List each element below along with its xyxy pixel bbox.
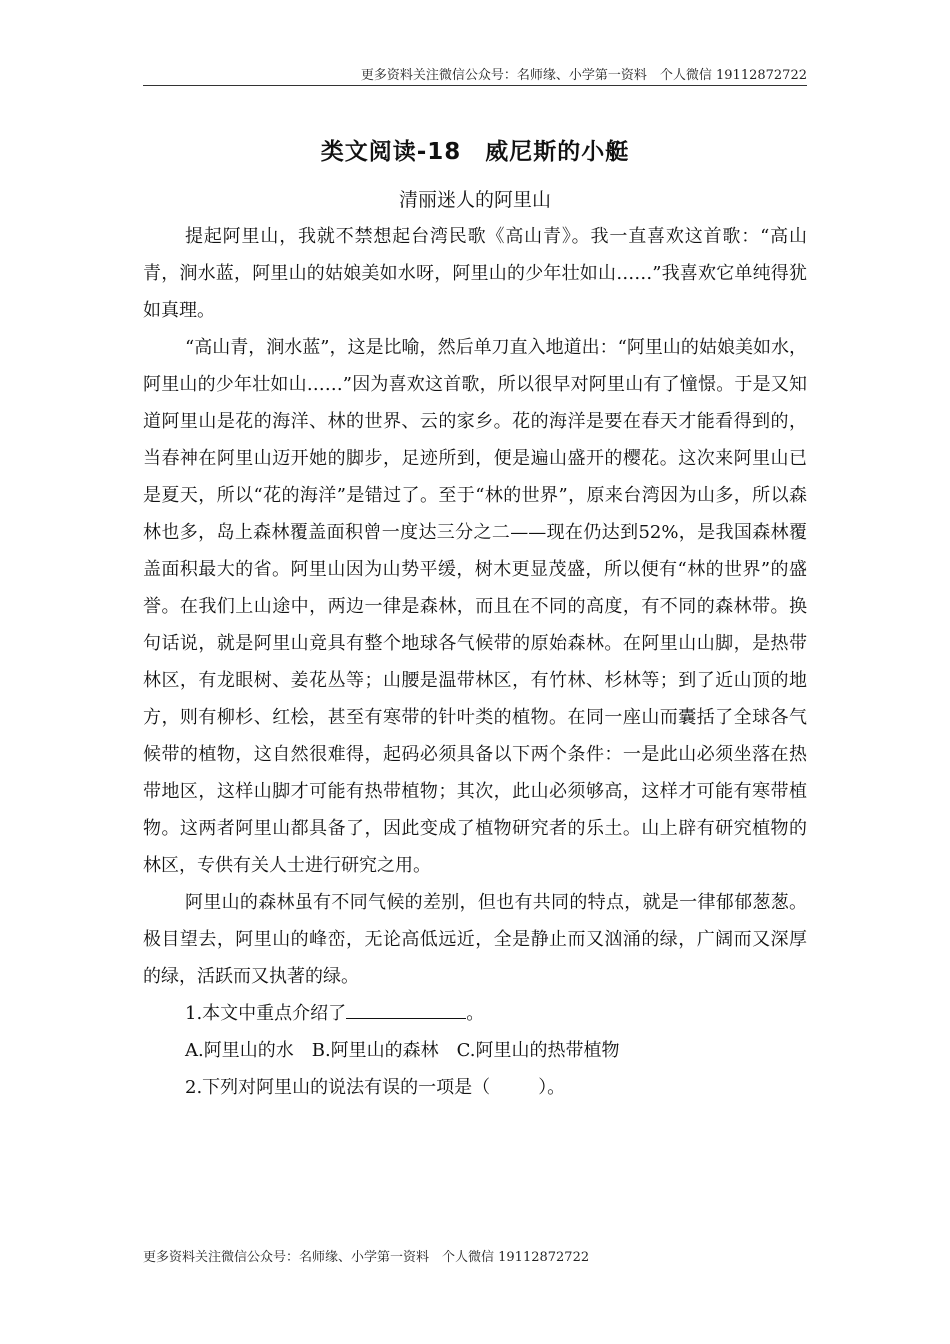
question-2-end: ）。 bbox=[538, 1077, 566, 1098]
question-2-text: 2.下列对阿里山的说法有误的一项是（ bbox=[185, 1077, 491, 1098]
question-1 bbox=[143, 995, 807, 1032]
question-1-end: 。 bbox=[466, 1003, 485, 1024]
paragraph-2: “高山青，涧水蓝”，这是比喻，然后单刀直入地道出：“阿里山的姑娘美如水，阿里山的少年壮如山……”因为喜欢这首歌，所以很早对阿里山有了憧憬。于是又知道阿里山是花的海洋、林的世界、云的家乡。花的海洋是要在春天才能看得到的，当春神在阿里山迈开她的脚步，足迹所到，便是遍山盛开的樱花。这次来阿里山已是夏天，所以“花的海洋”是错过了。至于“林的世界”，原来台湾因为山多，所以森林也多，岛上森林覆盖面积曾一度达三分之二——现在仍达到52%，是我国森林覆盖面积最大的省。阿里山因为山势平缓，树木更显茂盛，所以便有“林的世界”的盛誉。在我们上山途中，两边一律是森林，而且在不同的高度，有不同的森林带。换句话说，就是阿里山竟具有整个地球各气候带的原始森林。在阿里山山脚，是热带林区，有龙眼树、姜花丛等；山腰是温带林区，有竹林、杉林等；到了近山顶的地方，则有柳杉、红桧，甚至有寒带的针叶类的植物。在同一座山而囊括了全球各气候带的植物，这自然很难得，起码必须具备以下两个条件：一是此山必须坐落在热带地区，这样山脚才可能有热带植物；其次，此山必须够高，这样才可能有寒带植物。这两者阿里山都具备了，因此变成了植物研究者的乐土。山上辟有研究植物的林区，专供有关人士进行研究之用。 bbox=[143, 337, 807, 876]
page-header: 更多资料关注微信公众号：名师缘、小学第一资料 个人微信 19112872722 bbox=[360, 68, 807, 83]
paragraph-3: 阿里山的森林虽有不同气候的差别，但也有共同的特点，就是一律郁郁葱葱。极目望去，阿里山的峰峦，无论高低远近，全是静止而又汹涌的绿，广阔而又深厚的绿，活跃而又执著的绿。 bbox=[143, 892, 807, 987]
document-title: 类文阅读-18 威尼斯的小艇 bbox=[320, 139, 630, 165]
question-1-text: 1.本文中重点介绍了 bbox=[185, 1003, 347, 1024]
article-title: 清丽迷人的阿里山 bbox=[398, 189, 551, 211]
article-body bbox=[143, 218, 807, 1106]
page-footer: 更多资料关注微信公众号：名师缘、小学第一资料 个人微信 19112872722 bbox=[143, 1250, 590, 1265]
answer-blank[interactable] bbox=[346, 1000, 466, 1019]
question-1-options: A.阿里山的水 B.阿里山的森林 C.阿里山的热带植物 bbox=[185, 1040, 620, 1061]
question-2 bbox=[143, 1069, 807, 1106]
paragraph-1: 提起阿里山，我就不禁想起台湾民歌《高山青》。我一直喜欢这首歌：“高山青，涧水蓝，阿里山的姑娘美如水呀，阿里山的少年壮如山……”我喜欢它单纯得犹如真理。 bbox=[143, 226, 807, 321]
header-divider bbox=[143, 85, 807, 86]
